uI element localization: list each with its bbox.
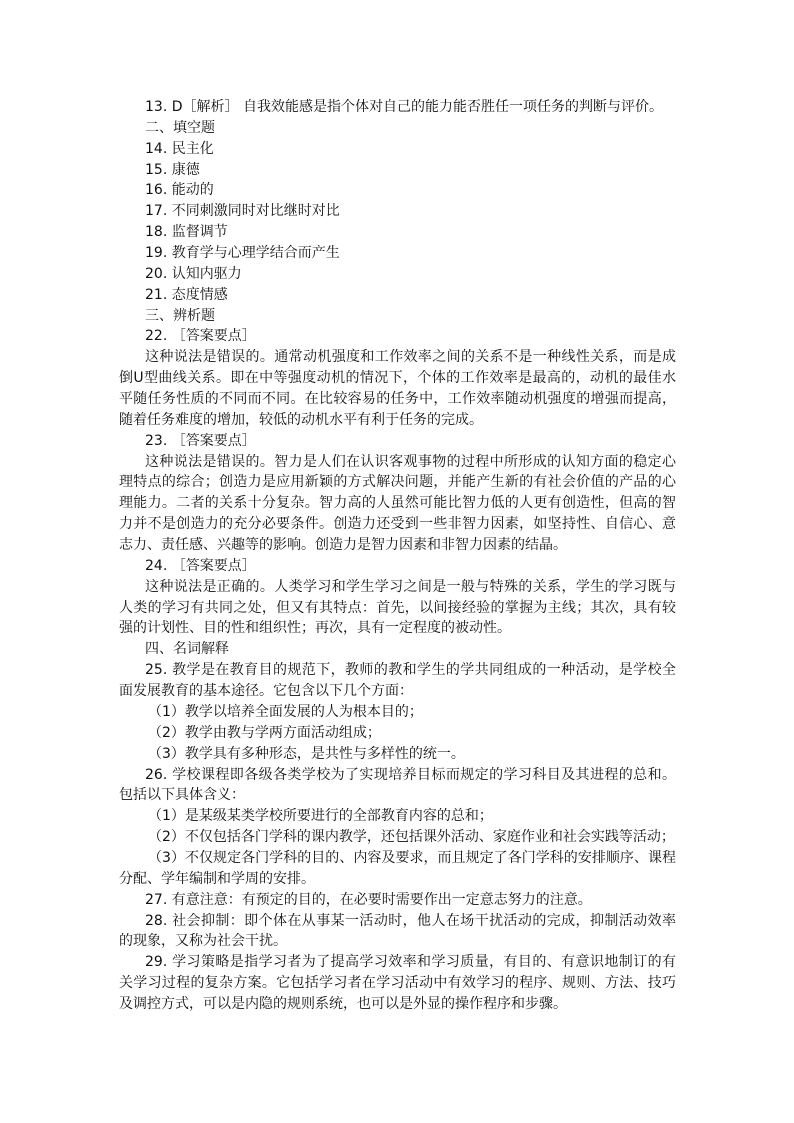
text-line: 22. ［答案要点］ [145,328,256,345]
text-line: 的现象，又称为社会干扰。 [119,933,287,950]
text-line: 25. 教学是在教育目的规范下，教师的教和学生的学共同组成的一种活动，是学校全 [145,662,676,679]
text-line: 28. 社会抑制：即个体在从事某一活动时，他人在场干扰活动的完成，抑制活动效率 [145,912,676,929]
text-line: 20. 认知内驱力 [145,265,242,282]
text-line: 这种说法是正确的。人类学习和学生学习之间是一般与特殊的关系，学生的学习既与 [145,578,676,595]
text-line: （1）教学以培养全面发展的人为根本目的； [148,703,423,720]
text-line: 18. 监督调节 [145,224,228,241]
text-line: 随着任务难度的增加，较低的动机水平有利于任务的完成。 [119,411,483,428]
text-line: （2）不仅包括各门学科的课内教学，还包括课外活动、家庭作业和社会实践等活动； [148,829,675,846]
text-line: 14. 民主化 [145,140,214,157]
text-line: 理能力。二者的关系十分复杂。智力高的人虽然可能比智力低的人更有创造性，但高的智 [119,495,676,512]
text-line: 26. 学校课程即各级各类学校为了实现培养目标而规定的学习科目及其进程的总和。 [145,766,676,783]
text-line: 21. 态度情感 [145,286,228,303]
text-line: 13. D［解析］ 自我效能感是指个体对自己的能力能否胜任一项任务的判断与评价。 [145,99,663,115]
text-line: 及调控方式，可以是内隐的规则系统，也可以是外显的操作程序和步骤。 [119,995,567,1012]
text-line: 23. ［答案要点］ [145,432,256,449]
text-line: 这种说法是错误的。通常动机强度和工作效率之间的关系不是一种线性关系，而是成 [145,349,676,366]
text-line: 这种说法是错误的。智力是人们在认识客观事物的过程中所形成的认知方面的稳定心 [145,453,676,470]
text-line: 16. 能动的 [145,182,214,199]
text-line: 27. 有意注意：有预定的目的，在必要时需要作出一定意志努力的注意。 [145,891,592,908]
text-line: 29. 学习策略是指学习者为了提高学习效率和学习质量，有目的、有意识地制订的有 [145,954,676,971]
text-line: （3）教学具有多种形态，是共性与多样性的统一。 [148,745,465,762]
text-line: 倒U型曲线关系。即在中等强度动机的情况下，个体的工作效率是最高的，动机的最佳水 [119,370,676,387]
text-line: 理特点的综合；创造力是应用新颖的方式解决问题，并能产生新的有社会价值的产品的心 [119,474,676,491]
text-line: （3）不仅规定各门学科的目的、内容及要求，而且规定了各门学科的安排顺序、课程 [148,849,676,866]
text-line: 19. 教育学与心理学结合而产生 [145,245,340,262]
text-line: 人类的学习有共同之处，但又有其特点：首先，以间接经验的掌握为主线；其次，具有较 [119,599,676,616]
text-line: 平随任务性质的不同而不同。在比较容易的任务中，工作效率随动机强度的增强而提高， [119,391,676,408]
text-line: 分配、学年编制和学周的安排。 [119,870,315,887]
text-line: （2）教学由教与学两方面活动组成； [148,724,381,741]
text-line: 力并不是创造力的充分必要条件。创造力还受到一些非智力因素，如坚持性、自信心、意 [119,516,676,533]
text-line: 关学习过程的复杂方案。它包括学习者在学习活动中有效学习的程序、规则、方法、技巧 [119,975,676,992]
text-line: 包括以下具体含义： [119,787,245,804]
document-body [119,97,676,1015]
text-line: 二、填空题 [145,119,215,136]
text-line: （1）是某级某类学校所要进行的全部教育内容的总和； [148,808,493,825]
text-line: 面发展教育的基本途径。它包含以下几个方面： [119,683,413,700]
text-line: 15. 康德 [145,161,200,178]
text-line: 三、辨析题 [145,307,215,324]
text-line: 四、名词解释 [145,641,229,658]
text-line: 强的计划性、目的性和组织性；再次，具有一定程度的被动性。 [119,620,511,637]
text-line: 17. 不同刺激同时对比继时对比 [145,203,340,220]
text-line: 24. ［答案要点］ [145,557,256,574]
text-line: 志力、责任感、兴趣等的影响。创造力是智力因素和非智力因素的结晶。 [119,537,567,554]
